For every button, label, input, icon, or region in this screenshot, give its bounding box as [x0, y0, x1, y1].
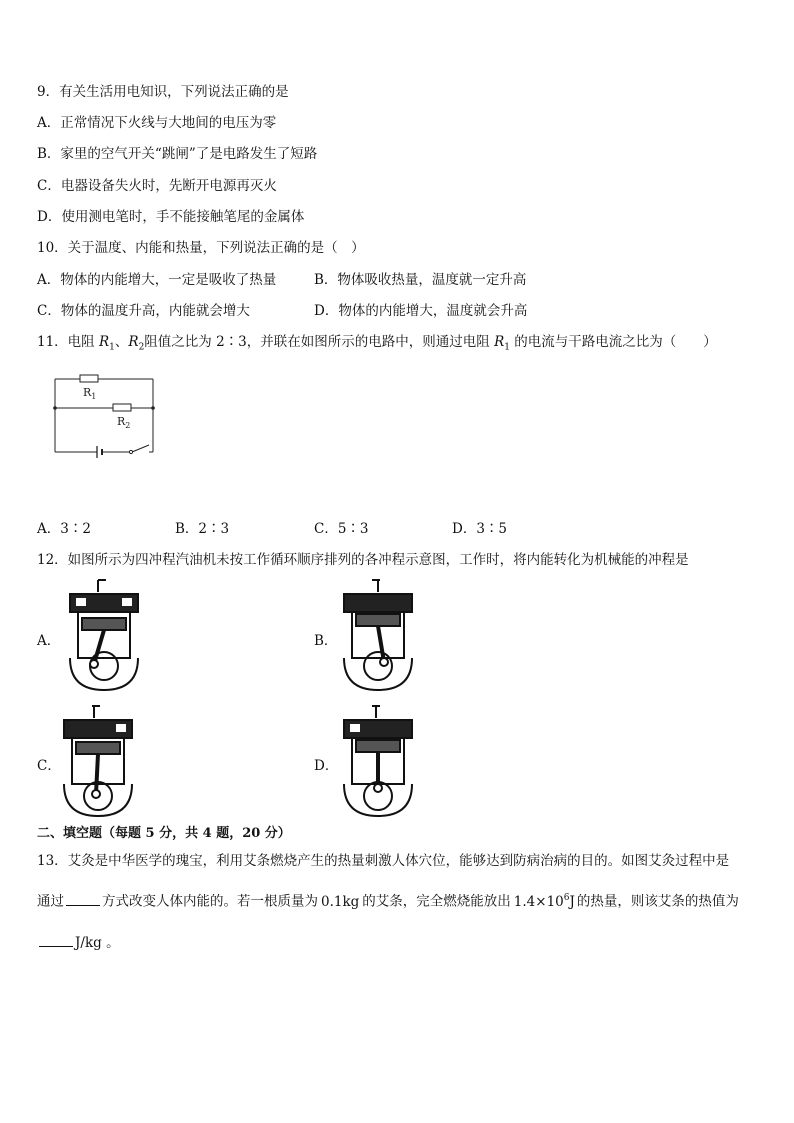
section-heading-fill-in: 二、填空题（每题 5 分，共 4 题，20 分） [37, 826, 291, 841]
q9-option-b: B．家里的空气开关“跳闸”了是电路发生了短路 [37, 146, 318, 162]
q13-blank-1[interactable] [66, 891, 100, 906]
q13-line-3: J/kg 。 [37, 932, 120, 952]
q12-option-b: B． [314, 633, 338, 649]
q10-option-c: C．物体的温度升高，内能就会增大 [37, 303, 250, 319]
q11-option-a: A．3∶2 [37, 521, 91, 537]
q9-option-a: A．正常情况下火线与大地间的电压为零 [37, 115, 277, 131]
q12-stem: 12．如图所示为四冲程汽油机未按工作循环顺序排列的各冲程示意图，工作时，将内能转化为机械能的冲程是 [37, 552, 689, 568]
circuit-label-r2: $R_2$ [117, 415, 131, 430]
q11-option-b: B．2∶3 [175, 521, 230, 537]
q13-line-2: 通过 方式改变人体内能的。若一根质量为 0.1kg 的艾条，完全燃烧能放出 $1.4\times 10^6J$ 的热量，则该艾条的热值为 [37, 889, 739, 911]
engine-stroke-d-diagram [338, 704, 418, 822]
engine-stroke-b-diagram [338, 578, 418, 696]
q11-stem: 11．电阻 $R_1$、$R_2$阻值之比为 2∶3，并联在如图所示的电路中，则通过电阻 $R_1$ 的电流与干路电流之比为（ ） [37, 334, 717, 353]
q9-option-c: C．电器设备失火时，先断开电源再灭火 [37, 178, 277, 194]
q9-option-d: D．使用测电笔时，手不能接触笔尾的金属体 [37, 209, 305, 225]
engine-stroke-a-diagram [64, 578, 144, 696]
q13-line-1: 13．艾灸是中华医学的瑰宝，利用艾条燃烧产生的热量刺激人体穴位，能够达到防病治病的目的。如图艾灸过程中是 [37, 853, 730, 869]
engine-stroke-c-diagram [58, 704, 138, 822]
q13-blank-2[interactable] [39, 932, 73, 947]
q12-option-c: C． [37, 758, 61, 774]
q12-option-d: D． [314, 758, 339, 774]
q10-option-b: B．物体吸收热量，温度就一定升高 [314, 272, 527, 288]
circuit-label-r1: $R_1$ [83, 386, 97, 401]
q12-option-a: A． [37, 633, 61, 649]
q10-option-a: A．物体的内能增大，一定是吸收了热量 [37, 272, 277, 288]
q9-stem: 9．有关生活用电知识，下列说法正确的是 [37, 84, 289, 100]
q11-option-c: C．5∶3 [314, 521, 369, 537]
parallel-circuit-diagram [50, 372, 162, 462]
q10-stem: 10．关于温度、内能和热量，下列说法正确的是（ ） [37, 240, 365, 256]
q11-option-d: D．3∶5 [452, 521, 508, 537]
q10-option-d: D．物体的内能增大，温度就会升高 [314, 303, 528, 319]
